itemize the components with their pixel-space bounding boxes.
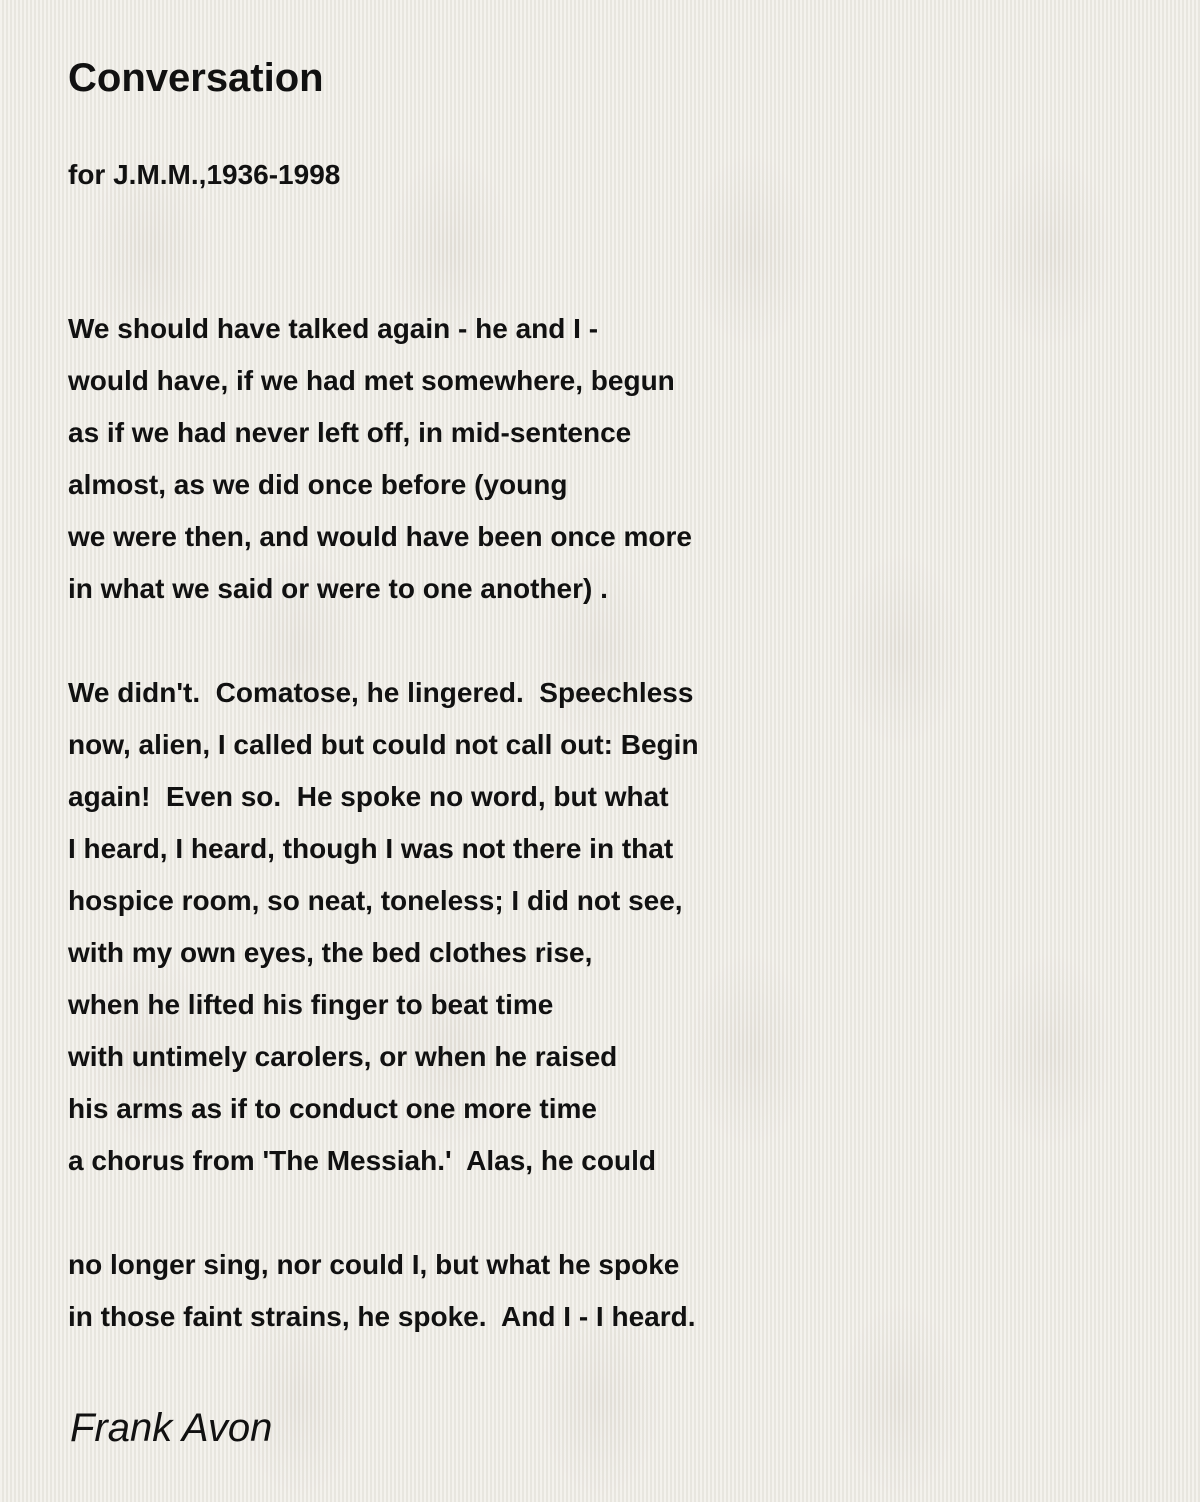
- stanza-2: [68, 667, 1128, 1187]
- poem-line: with my own eyes, the bed clothes rise,: [68, 937, 593, 968]
- poem-line: would have, if we had met somewhere, begun: [68, 365, 675, 396]
- poem-line: again! Even so. He spoke no word, but what: [68, 781, 669, 812]
- poem-line: in what we said or were to one another) .: [68, 573, 608, 604]
- poem-line: with untimely carolers, or when he raised: [68, 1041, 618, 1072]
- poem-line: almost, as we did once before (young: [68, 469, 568, 500]
- poem-dedication: for J.M.M.,1936-1998: [68, 159, 341, 190]
- poem-line: We didn't. Comatose, he lingered. Speechless: [68, 677, 694, 708]
- poem-line: as if we had never left off, in mid-sentence: [68, 417, 632, 448]
- poem-page: [68, 52, 1128, 1395]
- poem-author: Frank Avon: [70, 1406, 273, 1450]
- poem-body: [68, 303, 1128, 1343]
- poem-line: we were then, and would have been once more: [68, 521, 692, 552]
- poem-line: when he lifted his finger to beat time: [68, 989, 554, 1020]
- poem-line: in those faint strains, he spoke. And I - I heard.: [68, 1301, 696, 1332]
- poem-line: no longer sing, nor could I, but what he spoke: [68, 1249, 680, 1280]
- stanza-1: [68, 303, 1128, 615]
- poem-line: hospice room, so neat, toneless; I did not see,: [68, 885, 683, 916]
- poem-line: We should have talked again - he and I -: [68, 313, 599, 344]
- poem-line: a chorus from 'The Messiah.' Alas, he could: [68, 1145, 656, 1176]
- poem-line: I heard, I heard, though I was not there in that: [68, 833, 674, 864]
- poem-title: Conversation: [68, 56, 324, 100]
- stanza-3: [68, 1239, 1128, 1343]
- poem-line: now, alien, I called but could not call out: Begin: [68, 729, 699, 760]
- poem-line: his arms as if to conduct one more time: [68, 1093, 598, 1124]
